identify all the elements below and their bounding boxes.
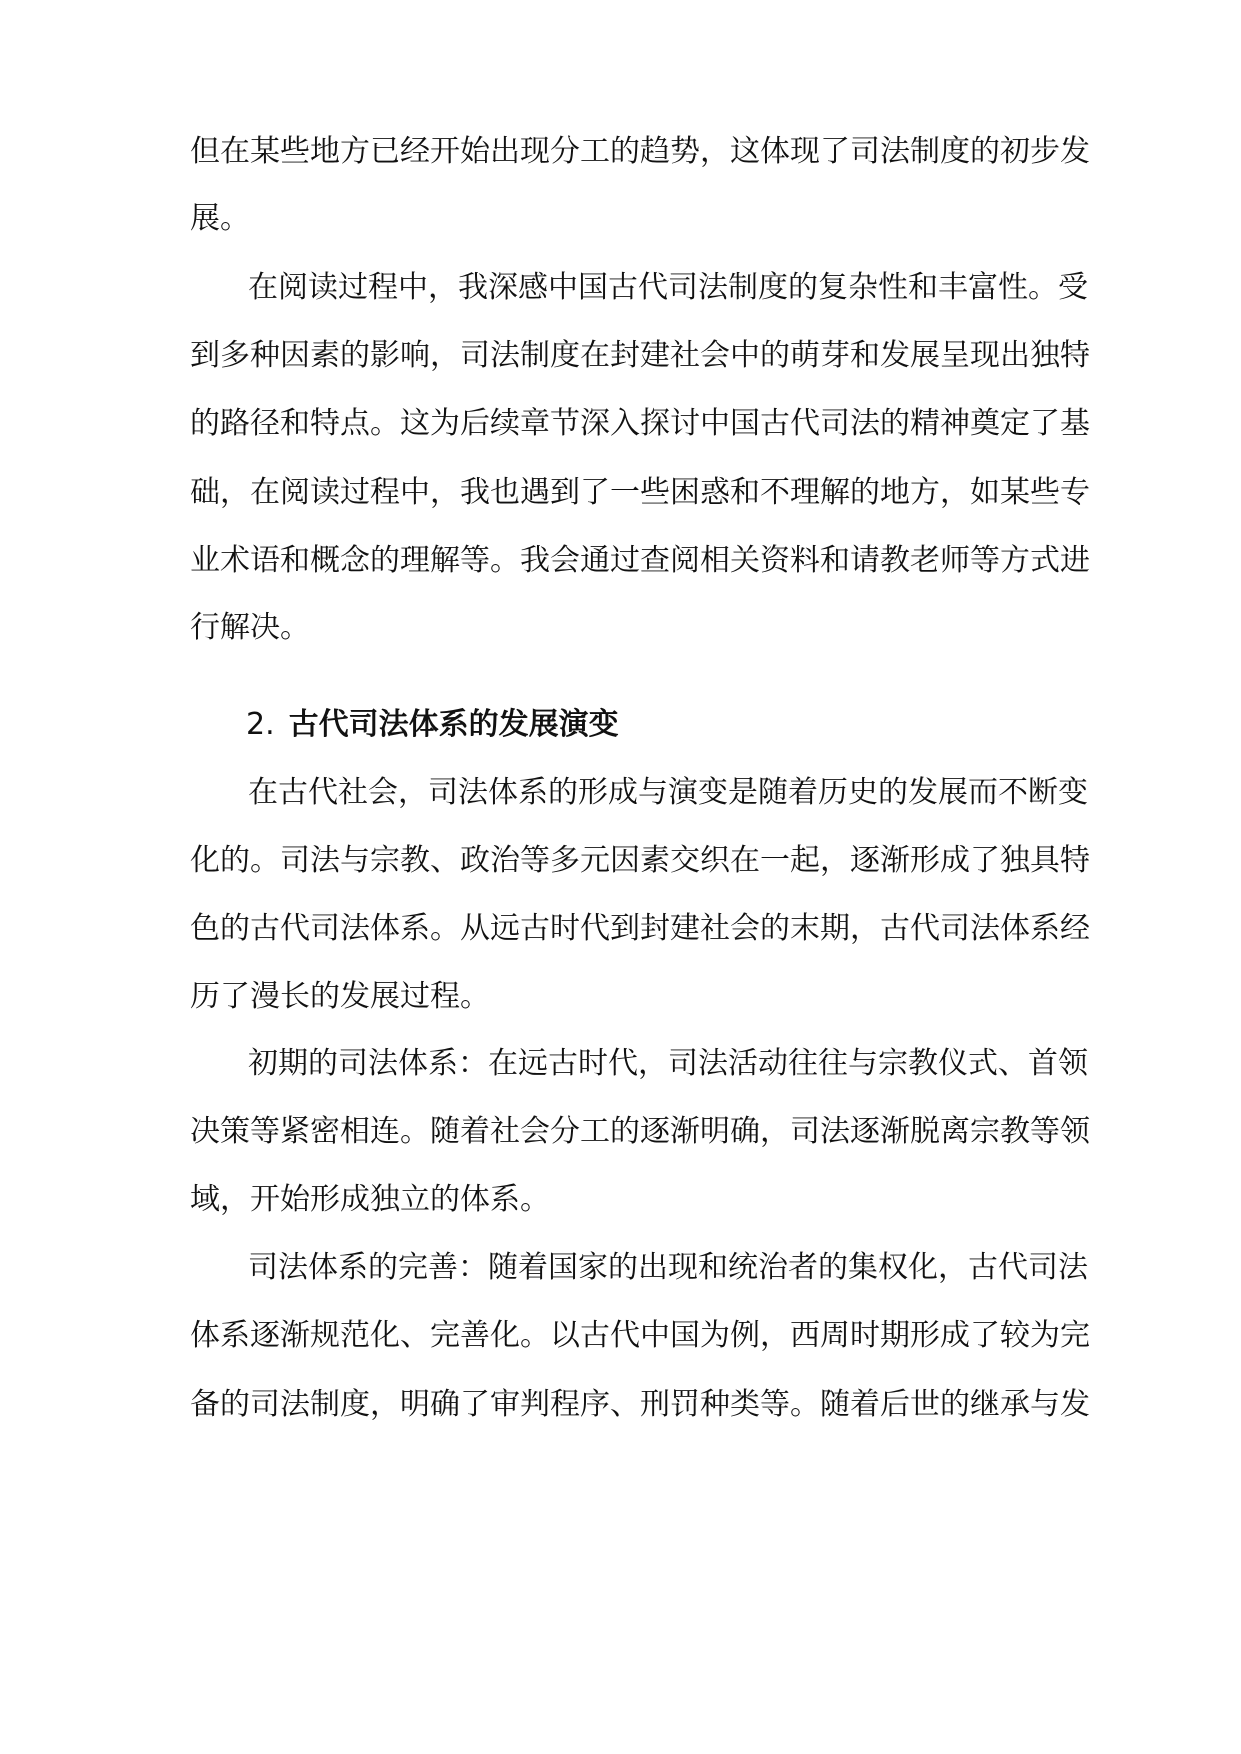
section-title: 古代司法体系的发展演变 <box>288 707 619 742</box>
paragraph-2-line-1: 在阅读过程中，我深感中国古代司法制度的复杂性和丰富性。受 <box>248 270 1088 305</box>
paragraph-2-line-5: 业术语和概念的理解等。我会通过查阅相关资料和请教老师等方式进 <box>190 543 1090 578</box>
paragraph-5-line-2: 体系逐渐规范化、完善化。以古代中国为例，西周时期形成了较为完 <box>190 1318 1090 1353</box>
section-number: 2. <box>246 707 275 742</box>
paragraph-2-line-6: 行解决。 <box>190 610 310 645</box>
paragraph-3-line-1: 在古代社会，司法体系的形成与演变是随着历史的发展而不断变 <box>248 775 1088 810</box>
paragraph-1-line-2: 展。 <box>190 201 250 236</box>
paragraph-5-line-3: 备的司法制度，明确了审判程序、刑罚种类等。随着后世的继承与发 <box>190 1387 1090 1422</box>
paragraph-5-line-1: 司法体系的完善：随着国家的出现和统治者的集权化，古代司法 <box>248 1250 1088 1285</box>
paragraph-1-line-1: 但在某些地方已经开始出现分工的趋势，这体现了司法制度的初步发 <box>190 134 1090 169</box>
paragraph-2-line-2: 到多种因素的影响，司法制度在封建社会中的萌芽和发展呈现出独特 <box>190 338 1090 373</box>
paragraph-3-line-2: 化的。司法与宗教、政治等多元因素交织在一起，逐渐形成了独具特 <box>190 843 1090 878</box>
paragraph-3-line-3: 色的古代司法体系。从远古时代到封建社会的末期，古代司法体系经 <box>190 911 1090 946</box>
paragraph-4-line-3: 域，开始形成独立的体系。 <box>190 1182 550 1217</box>
paragraph-2-line-4: 础，在阅读过程中，我也遇到了一些困惑和不理解的地方，如某些专 <box>190 475 1090 510</box>
paragraph-4-line-1: 初期的司法体系：在远古时代，司法活动往往与宗教仪式、首领 <box>248 1046 1088 1081</box>
paragraph-2-line-3: 的路径和特点。这为后续章节深入探讨中国古代司法的精神奠定了基 <box>190 406 1090 441</box>
paragraph-3-line-4: 历了漫长的发展过程。 <box>190 979 490 1014</box>
section-heading <box>246 705 619 745</box>
paragraph-4-line-2: 决策等紧密相连。随着社会分工的逐渐明确，司法逐渐脱离宗教等领 <box>190 1114 1090 1149</box>
